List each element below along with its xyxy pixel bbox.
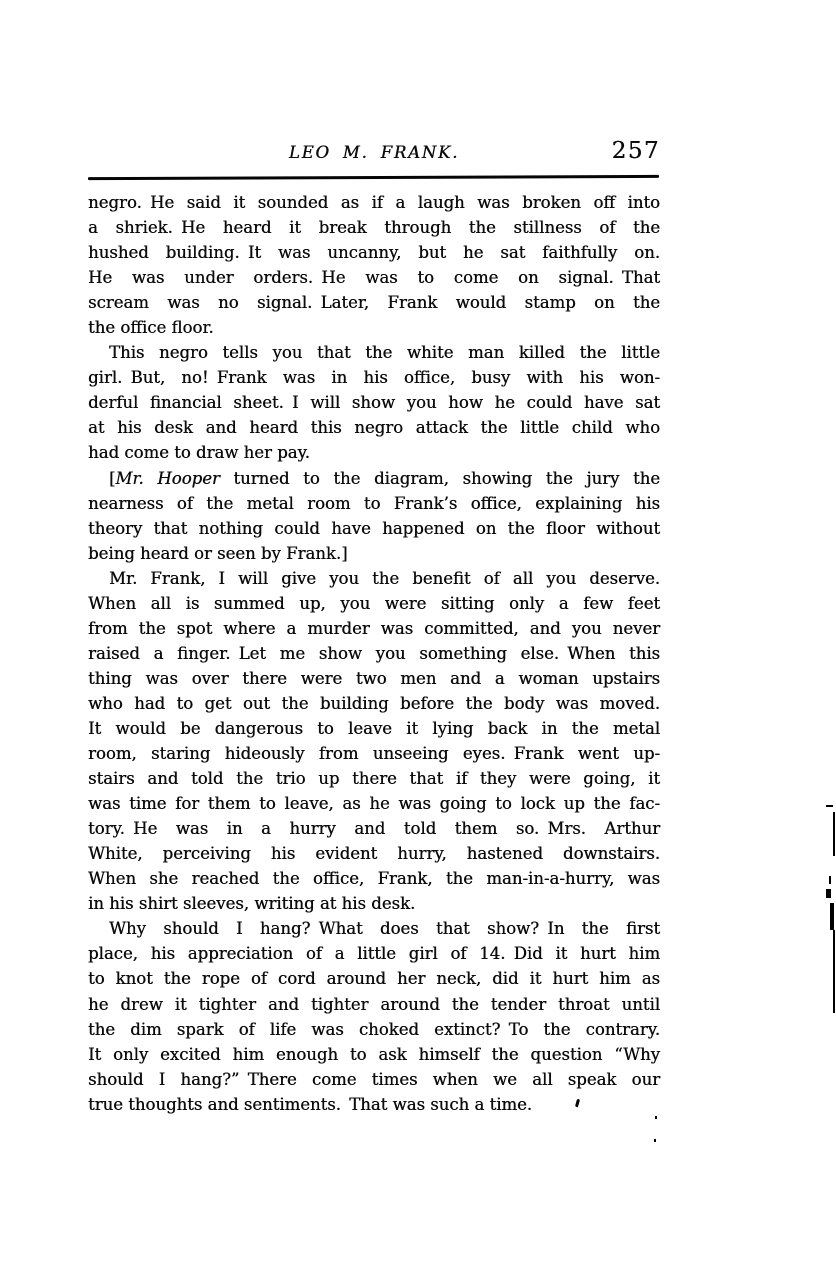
text-line: room, staring hideously from unseeing eyes. Frank went up- bbox=[88, 744, 660, 764]
text-line: had come to draw her pay. bbox=[88, 443, 310, 463]
text-line: It would be dangerous to leave it lying back in the metal bbox=[88, 718, 660, 738]
scan-artifact-dot bbox=[829, 876, 831, 884]
running-head bbox=[88, 138, 660, 164]
paragraph bbox=[88, 340, 660, 465]
scan-artifact-line-upper bbox=[833, 812, 835, 856]
text-line: When all is summed up, you were sitting only a few feet bbox=[88, 593, 660, 613]
text-line: nearness of the metal room to Frank’s office, explaining his bbox=[88, 493, 660, 513]
paragraph bbox=[88, 190, 660, 340]
text-line: to knot the rope of cord around her neck, did it hurt him as bbox=[88, 969, 660, 989]
text-line: who had to get out the building before the body was moved. bbox=[88, 693, 660, 713]
text-line: place, his appreciation of a little girl of 14. Did it hurt him bbox=[88, 944, 660, 964]
text-block bbox=[88, 190, 660, 1117]
text-line: girl. But, no! Frank was in his office, busy with his won- bbox=[88, 368, 660, 388]
text-line: being heard or seen by Frank.] bbox=[88, 543, 348, 563]
text-line: theory that nothing could have happened on the floor without bbox=[88, 518, 660, 538]
text-line: This negro tells you that the white man killed the little bbox=[109, 343, 660, 363]
scan-artifact-dash bbox=[826, 805, 833, 807]
scan-artifact-bar bbox=[830, 903, 834, 930]
text-line: thing was over there were two men and a woman upstairs bbox=[88, 668, 660, 688]
paragraph bbox=[88, 466, 660, 566]
scan-artifact-tick bbox=[826, 889, 831, 898]
text-line: true thoughts and sentiments. That was such a time. bbox=[88, 1094, 533, 1114]
text-line: at his desk and heard this negro attack the little child who bbox=[88, 418, 660, 438]
text-line: was time for them to leave, as he was going to lock up the fac- bbox=[88, 794, 660, 814]
text-line: scream was no signal. Later, Frank would stamp on the bbox=[88, 293, 660, 313]
text-line: raised a finger. Let me show you something else. When this bbox=[88, 643, 660, 663]
text-line: in his shirt sleeves, writing at his desk. bbox=[88, 894, 416, 914]
page-number: 257 bbox=[611, 138, 660, 164]
paragraph bbox=[88, 566, 660, 917]
text-line: derful financial sheet. I will show you how he could have sat bbox=[88, 393, 660, 413]
text-line: tory. He was in a hurry and told them so. Mrs. Arthur bbox=[88, 819, 660, 839]
text-line: Mr. Frank, I will give you the benefit of all you deserve. bbox=[109, 568, 660, 588]
scan-artifact-line-lower bbox=[833, 930, 835, 1013]
text-line: the office floor. bbox=[88, 318, 214, 338]
text-line: Why should I hang? What does that show? In the first bbox=[109, 919, 660, 939]
text-line: negro. He said it sounded as if a laugh was broken off into bbox=[88, 193, 660, 212]
running-head-title: LEO M. FRANK. bbox=[288, 143, 460, 162]
text-line: should I hang?” There come times when we all speak our bbox=[88, 1069, 660, 1089]
text-line: When she reached the office, Frank, the man-in-a-hurry, was bbox=[88, 869, 660, 889]
text-line: He was under orders. He was to come on signal. That bbox=[88, 268, 660, 288]
text-line: It only excited him enough to ask himself the question “Why bbox=[88, 1044, 660, 1064]
paragraph bbox=[88, 916, 660, 1116]
text-line: stairs and told the trio up there that if they were going, it bbox=[88, 769, 660, 789]
text-line: White, perceiving his evident hurry, hastened downstairs. bbox=[88, 844, 660, 864]
text-line: [Mr. Hooper turned to the diagram, showing the jury the bbox=[109, 468, 660, 488]
text-line: hushed building. It was uncanny, but he sat faithfully on. bbox=[88, 243, 660, 263]
text-line: the dim spark of life was choked extinct? To the contrary. bbox=[88, 1019, 660, 1039]
text-line: a shriek. He heard it break through the stillness of the bbox=[88, 218, 660, 238]
text-line: from the spot where a murder was committed, and you never bbox=[88, 618, 660, 638]
header-rule bbox=[88, 175, 659, 180]
text-line: he drew it tighter and tighter around the tender throat until bbox=[88, 994, 660, 1014]
scan-artifact-speck-1 bbox=[655, 1116, 657, 1119]
scan-artifact-speck-2 bbox=[654, 1139, 656, 1142]
